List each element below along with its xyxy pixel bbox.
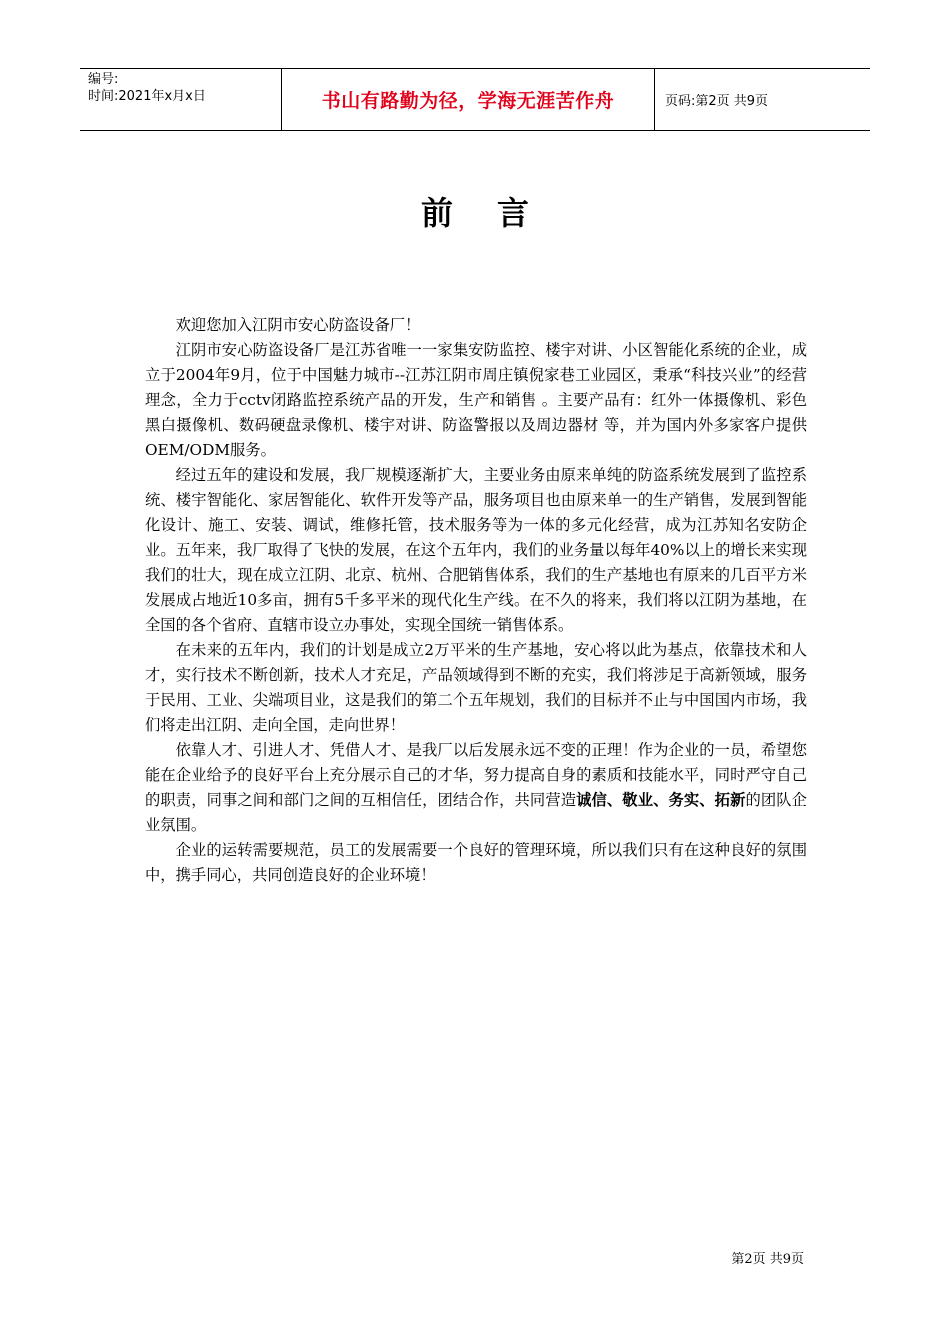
paragraph-3: 经过五年的建设和发展，我厂规模逐渐扩大，主要业务由原来单纯的防盗系统发展到了监控系统、楼宇智能化、家居智能化、软件开发等产品，服务项目也由原来单一的生产销售，发展到智能化设计、施工、安装、调试，维修托管，技术服务等为一体的多元化经营，成为江苏知名安防企业。五年来，我厂取得了飞快的发展，在这个五年内，我们的业务量以每年40%以上的增长来实现我们的壮大，现在成立江阴、北京、杭州、合肥销售体系，我们的生产基地也有原来的几百平方米发展成占地近10多亩，拥有5千多平米的现代化生产线。在不久的将来，我们将以江阴为基地，在全国的各个省府、直辖市设立办事处，实现全国统一销售体系。 — [145, 466, 807, 634]
paragraph-5-text: 依靠人才、引进人才、凭借人才、是我厂以后发展永远不变的正理！作为企业的一员，希望您能在企业给予的良好平台上充分展示自己的才华，努力提高自身的素质和技能水平，同时严守自己的职责，同事之间和部门之间的互相信任，团结合作，共同营造 — [145, 741, 807, 809]
page-header — [80, 68, 870, 131]
team-values-bold: 诚信、敬业、务实、拓新 — [576, 791, 746, 809]
paragraph-6: 企业的运转需要规范，员工的发展需要一个良好的管理环境，所以我们只有在这种良好的氛围中，携手同心，共同创造良好的企业环境！ — [145, 841, 807, 884]
document-body — [145, 313, 807, 888]
time-label: 时间:2021年x月x日 — [88, 89, 206, 104]
header-page-label: 页码:第2页 共9页 — [665, 94, 769, 109]
page-title: 前言 — [420, 194, 573, 232]
paragraph-1: 欢迎您加入江阴市安心防盗设备厂！ — [175, 316, 421, 334]
paragraph-5-end: 的团队企业氛围。 — [145, 791, 807, 834]
code-label: 编号: — [88, 72, 119, 87]
header-meta — [80, 69, 282, 130]
header-motto: 书山有路勤为径，学海无涯苦作舟 — [282, 69, 655, 130]
paragraph-5 — [145, 738, 807, 838]
paragraph-4: 在未来的五年内，我们的计划是成立2万平米的生产基地，安心将以此为基点，依靠技术和人才，实行技术不断创新，技术人才充足，产品领域得到不断的充实，我们将涉足于高新领域，服务于民用、工业、尖端项目业，这是我们的第二个五年规划，我们的目标并不止与中国国内市场，我们将走出江阴、走向全国，走向世界！ — [145, 641, 807, 734]
paragraph-2: 江阴市安心防盗设备厂是江苏省唯一一家集安防监控、楼宇对讲、小区智能化系统的企业，成立于2004年9月，位于中国魅力城市--江苏江阴市周庄镇倪家巷工业园区，秉承“科技兴业”的经营理念，全力于cctv闭路监控系统产品的开发，生产和销售 。主要产品有：红外一体摄像机、彩色黑白摄像机、数码硬盘录像机、楼宇对讲、防盗警报以及周边器材 等，并为国内外多家客户提供OEM/ODM服务。 — [145, 341, 807, 459]
page-footer: 第2页 共9页 — [731, 1252, 804, 1267]
